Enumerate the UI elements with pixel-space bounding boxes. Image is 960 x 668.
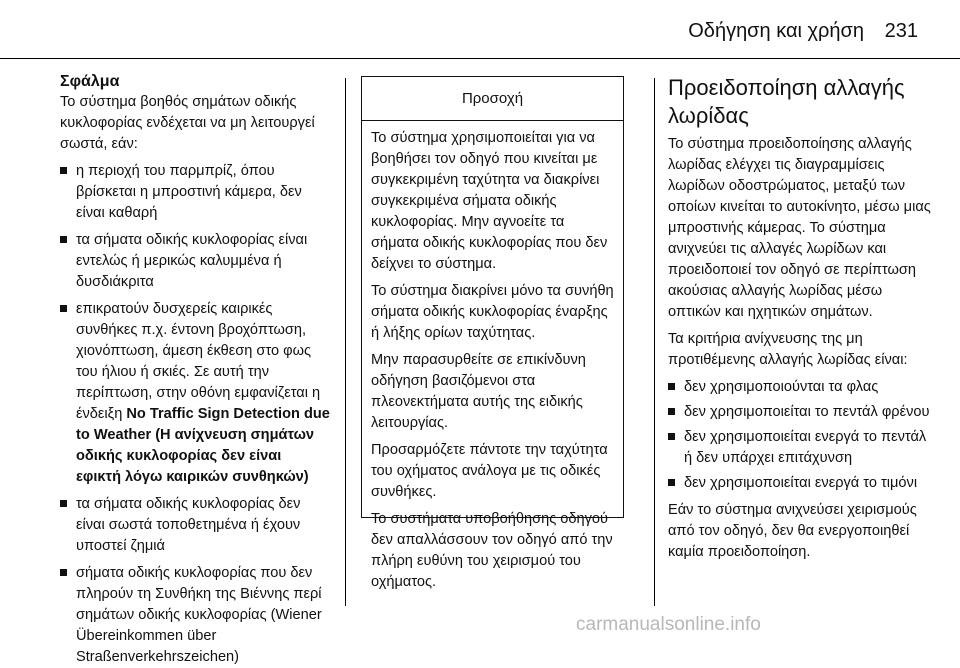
bullet-square-icon (60, 167, 67, 174)
criteria-item: δεν χρησιμοποιείται ενεργά το πεντάλ ή δεν υπάρχει επιτάχυνση (668, 427, 933, 469)
bullet-square-icon (668, 408, 675, 415)
caution-paragraph: Το συστήματα υποβοήθησης οδηγού δεν απαλλάσσουν τον οδηγό από την πλήρη ευθύνη του χειρισμού του οχήματος. (371, 511, 613, 590)
bullet-square-icon (60, 236, 67, 243)
header-title: Οδήγηση και χρήση (688, 20, 864, 42)
criteria-item: δεν χρησιμοποιούνται τα φλας (668, 377, 933, 398)
column-divider (345, 78, 346, 606)
lane-change-paragraph: Τα κριτήρια ανίχνευσης της μη προτιθέμενης αλλαγής λωρίδας είναι: (668, 331, 908, 368)
fault-item: σήματα οδικής κυκλοφορίας που δεν πληρούν τη Συνθήκη της Βιέννης περί σημάτων οδικής κυκλοφορίας (Wiener Übereinkommen über Straßenverkehrszeichen) (60, 563, 330, 668)
column-divider (654, 78, 655, 606)
caution-box (361, 76, 624, 590)
fault-item: η περιοχή του παρμπρίζ, όπου βρίσκεται η μπροστινή κάμερα, δεν είναι καθαρή (60, 161, 330, 224)
bullet-square-icon (60, 500, 67, 507)
fault-intro: Το σύστημα βοηθός σημάτων οδικής κυκλοφορίας ενδέχεται να μη λειτουργεί σωστά, εάν: (60, 94, 315, 152)
page-number: 231 (884, 20, 918, 42)
right-column (668, 74, 933, 569)
caution-body (362, 121, 623, 593)
caution-paragraph: Προσαρμόζετε πάντοτε την ταχύτητα του οχήματος ανάλογα με τις οδικές συνθήκες. (371, 442, 608, 500)
caution-title: Προσοχή (362, 77, 623, 121)
caution-paragraph: Το σύστημα διακρίνει μόνο τα συνήθη σήματα οδικής κυκλοφορίας έναρξης ή λήξης ορίων ταχύτητας. (371, 283, 614, 341)
bullet-square-icon (668, 433, 675, 440)
bullet-square-icon (60, 569, 67, 576)
weather-indication: No Traffic Sign Detection due to Weather (Η ανίχνευση σημάτων οδικής κυκλοφορίας δεν είναι εφικτή λόγω καιρικών συνθηκών) (76, 406, 330, 485)
caution-paragraph: Το σύστημα χρησιμοποιείται για να βοηθήσει τον οδηγό που κινείται με συγκεκριμένη ταχύτητα να διακρίνει συγκεκριμένα σήματα οδικής κυκλοφορίας. Μην αγνοείτε τα σήματα οδικής κυκλοφορίας που δεν δείχνει το σύστημα. (371, 130, 608, 272)
header-rule (0, 58, 960, 59)
bullet-square-icon (668, 383, 675, 390)
watermark: carmanualsonline.info (576, 614, 761, 635)
lane-change-closing: Εάν το σύστημα ανιχνεύσει χειρισμούς από τον οδηγό, δεν θα ενεργοποιηθεί καμία προειδοποίηση. (668, 502, 917, 560)
fault-heading: Σφάλμα (60, 73, 120, 90)
bullet-square-icon (60, 305, 67, 312)
fault-item: τα σήματα οδικής κυκλοφορίας είναι εντελώς ή μερικώς καλυμμένα ή δυσδιάκριτα (60, 230, 330, 293)
criteria-item: δεν χρησιμοποιείται το πεντάλ φρένου (668, 402, 933, 423)
bullet-square-icon (668, 479, 675, 486)
lane-change-paragraph: Το σύστημα προειδοποίησης αλλαγής λωρίδας ελέγχει τις διαγραμμίσεις λωρίδων οδοστρώματος, μεταξύ των οποίων κινείται το αυτοκίνητο, μέσω μιας μπροστινής κάμερας. Το σύστημα ανιχνεύει τις αλλαγές λωρίδων και προειδοποιεί τον οδηγό σε περίπτωση ακούσιας αλλαγής λωρίδας μέσω οπτικών και ηχητικών σημάτων. (668, 136, 931, 320)
criteria-list (668, 377, 933, 494)
caution-paragraph: Μην παρασυρθείτε σε επικίνδυνη οδήγηση βασιζόμενοι στα πλεονεκτήματα αυτής της ειδικής λειτουργίας. (371, 352, 586, 431)
left-column (60, 72, 330, 668)
fault-item: επικρατούν δυσχερείς καιρικές συνθήκες π.χ. έντονη βροχόπτωση, χιονόπτωση, άμεση έκθεση στο φως του ήλιου ή σκιές. Σε αυτή την περίπτωση, στην οθόνη εμφανίζεται η ένδειξη No Traffic Sign Detection due to Weather (Η ανίχνευση σημάτων οδικής κυκλοφορίας δεν είναι εφικτή λόγω καιρικών συνθηκών) (60, 299, 330, 488)
criteria-item: δεν χρησιμοποιείται ενεργά το τιμόνι (668, 473, 933, 494)
fault-list (60, 161, 330, 668)
lane-change-heading: Προειδοποίηση αλλαγής λωρίδας (668, 75, 905, 128)
page-header (0, 0, 960, 60)
fault-item: τα σήματα οδικής κυκλοφορίας δεν είναι σωστά τοποθετημένα ή έχουν υποστεί ζημιά (60, 494, 330, 557)
